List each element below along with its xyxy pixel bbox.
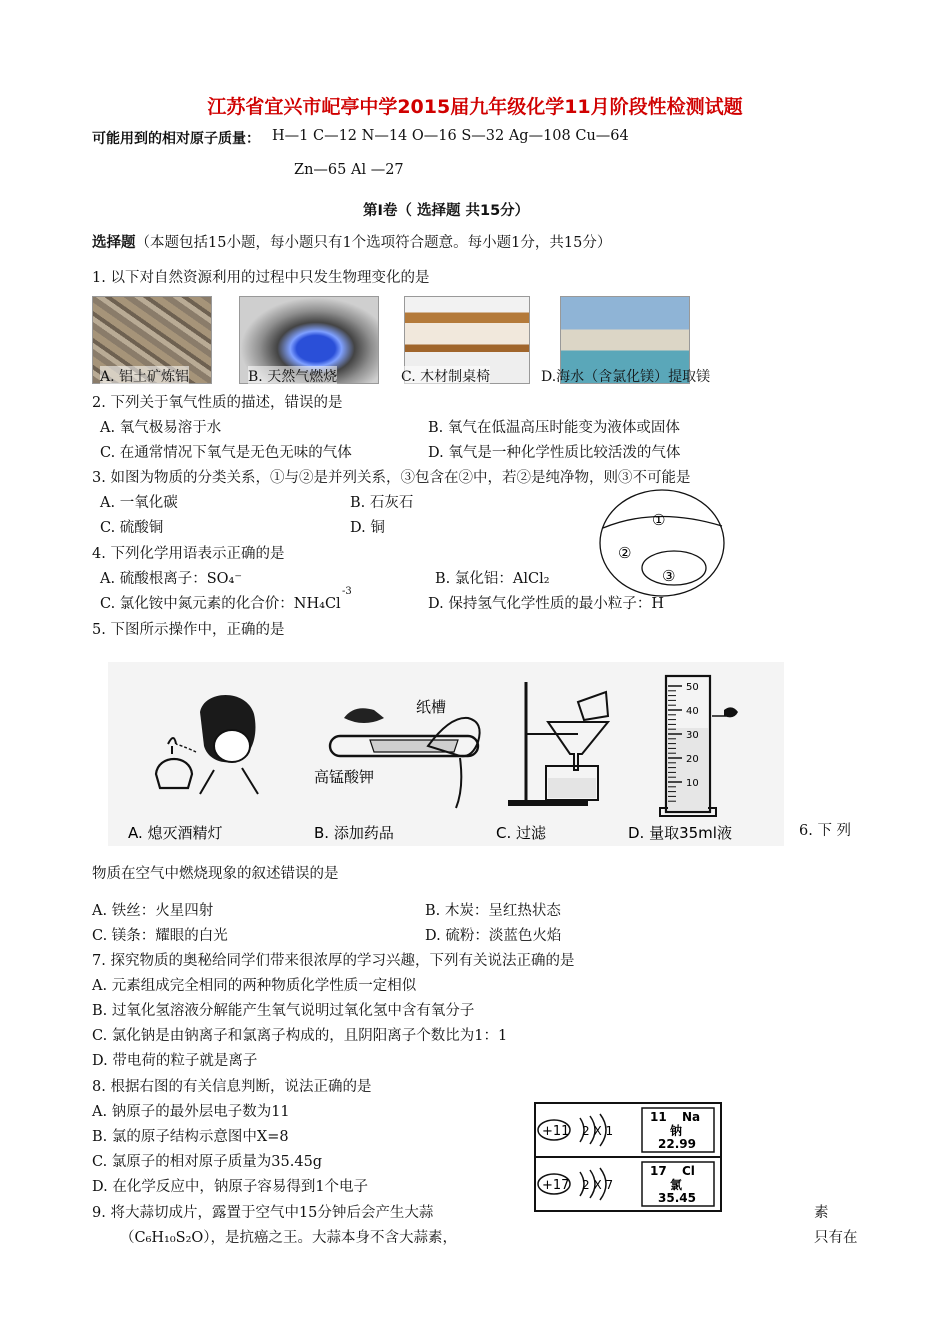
- q9-line2-right: 只有在: [814, 1230, 858, 1246]
- chlorine-shells: 2 X 7: [582, 1178, 614, 1192]
- q9-line2: （C₆H₁₀S₂O），是抗癌之王。大蒜本身不含大蒜素，: [120, 1230, 458, 1246]
- chlorine-mass: 35.45: [658, 1191, 696, 1205]
- q5-stem: 5. 下图所示操作中，正确的是: [92, 622, 285, 638]
- q4-option-c: C. 氯化铵中氮元素的化合价：NH₄Cl: [100, 596, 341, 612]
- section-title: 第Ⅰ卷（ 选择题 共15分）: [363, 203, 530, 219]
- q6-option-b: B. 木炭：呈红热状态: [425, 903, 561, 919]
- sodium-number: 11: [650, 1110, 667, 1124]
- set-label-1: ①: [652, 511, 666, 529]
- q7-stem: 7. 探究物质的奥秘给同学们带来很浓厚的学习兴趣，下列有关说法正确的是: [92, 953, 575, 969]
- q6-option-d: D. 硫粉：淡蓝色火焰: [425, 928, 562, 944]
- atomic-mass-label: 可能用到的相对原子质量：: [92, 131, 260, 147]
- q2-stem: 2. 下列关于氧气性质的描述，错误的是: [92, 395, 343, 411]
- q6-stem: 物质在空气中燃烧现象的叙述错误的是: [92, 866, 339, 882]
- q7-option-b: B. 过氧化氢溶液分解能产生氧气说明过氧化氢中含有氧分子: [92, 1003, 475, 1019]
- instructions-text: （本题包括15小题，每小题只有1个选项符合题意。每小题1分，共15分）: [135, 235, 612, 251]
- sodium-nucleus: +11: [542, 1124, 570, 1139]
- set-label-2: ②: [618, 544, 632, 562]
- q7-option-a: A. 元素组成完全相同的两种物质化学性质一定相似: [92, 978, 417, 994]
- sodium-name: 钠: [670, 1124, 683, 1138]
- chlorine-nucleus: +17: [542, 1178, 570, 1193]
- q7-option-d: D. 带电荷的粒子就是离子: [92, 1053, 258, 1069]
- q4-option-b: B. 氯化铝：AlCl₂: [435, 571, 550, 587]
- reagent-label: 高锰酸钾: [314, 768, 375, 786]
- atomic-mass-line2: Zn—65 Al —27: [294, 162, 404, 178]
- q7-option-c: C. 氯化钠是由钠离子和氯离子构成的，且阴阳离子个数比为1：1: [92, 1028, 508, 1044]
- q1-stem: 1. 以下对自然资源利用的过程中只发生物理变化的是: [92, 270, 430, 286]
- q8-option-a: A. 钠原子的最外层电子数为11: [92, 1104, 290, 1120]
- q1-option-a: A. 铝土矿炼铝: [100, 366, 189, 386]
- q4-option-d: D. 保持氢气化学性质的最小粒子：H: [428, 596, 664, 612]
- q3-option-c: C. 硫酸铜: [100, 520, 164, 536]
- q2-option-d: D. 氧气是一种化学性质比较活泼的气体: [428, 445, 681, 461]
- cylinder-tick-label: 20: [686, 754, 699, 765]
- cylinder-tick-label: 30: [686, 730, 699, 741]
- q3-option-a: A. 一氧化碳: [100, 495, 178, 511]
- q1-option-b: B. 天然气燃烧: [248, 366, 337, 386]
- q2-option-c: C. 在通常情况下氧气是无色无味的气体: [100, 445, 352, 461]
- instructions-label: 选择题: [92, 235, 136, 251]
- q3-stem: 3. 如图为物质的分类关系，①与②是并列关系，③包含在②中，若②是纯净物，则③不可能是: [92, 470, 691, 486]
- q8-option-d: D. 在化学反应中，钠原子容易得到1个电子: [92, 1179, 369, 1195]
- q2-option-b: B. 氧气在低温高压时能变为液体或固体: [428, 420, 680, 436]
- q3-option-b: B. 石灰石: [350, 495, 414, 511]
- cylinder-tick-label: 40: [686, 706, 699, 717]
- q6-option-a: A. 铁丝：火星四射: [92, 903, 214, 919]
- figure-c-caption: C. 过滤: [496, 824, 547, 842]
- figure-a-caption: A. 熄灭酒精灯: [128, 824, 223, 842]
- q6-option-c: C. 镁条：耀眼的白光: [92, 928, 228, 944]
- chlorine-number: 17: [650, 1164, 667, 1178]
- page-title: 江苏省宜兴市屺亭中学2015届九年级化学11月阶段性检测试题: [207, 96, 743, 118]
- classification-diagram: [596, 488, 732, 598]
- atom-structure-figure: [534, 1102, 722, 1212]
- chlorine-symbol: Cl: [682, 1164, 695, 1178]
- q4-valence-mark: -3: [342, 586, 352, 597]
- figure-d-caption: D. 量取35ml液: [628, 824, 732, 842]
- q4-option-a: A. 硫酸根离子：SO₄⁻: [100, 571, 242, 587]
- cylinder-tick-label: 10: [686, 778, 699, 789]
- sodium-symbol: Na: [682, 1110, 701, 1124]
- q4-stem: 4. 下列化学用语表示正确的是: [92, 546, 285, 562]
- sodium-mass: 22.99: [658, 1137, 696, 1151]
- lab-operations-figure: [108, 662, 784, 846]
- paper-trough-label: 纸槽: [416, 698, 447, 716]
- q8-stem: 8. 根据右图的有关信息判断，说法正确的是: [92, 1079, 372, 1095]
- figure-b-caption: B. 添加药品: [314, 824, 394, 842]
- q9-stem-right: 素: [814, 1205, 829, 1221]
- q1-option-c: C. 木材制桌椅: [401, 366, 490, 386]
- sodium-shells: 2 X 1: [582, 1124, 614, 1138]
- q9-stem: 9. 将大蒜切成片，露置于空气中15分钟后会产生大蒜: [92, 1205, 434, 1221]
- atomic-mass-line1: H—1 C—12 N—14 O—16 S—32 Ag—108 Cu—64: [272, 128, 629, 144]
- chlorine-name: 氯: [670, 1178, 683, 1192]
- q3-option-d: D. 铜: [350, 520, 385, 536]
- q8-option-b: B. 氯的原子结构示意图中X=8: [92, 1129, 289, 1145]
- q6-stem-head: 6. 下 列: [799, 823, 852, 839]
- q8-option-c: C. 氯原子的相对原子质量为35.45g: [92, 1154, 323, 1170]
- cylinder-tick-label: 50: [686, 682, 699, 693]
- q1-option-d: D.海水（含氯化镁）提取镁: [541, 369, 711, 385]
- set-label-3: ③: [662, 567, 676, 585]
- q2-option-a: A. 氧气极易溶于水: [100, 420, 222, 436]
